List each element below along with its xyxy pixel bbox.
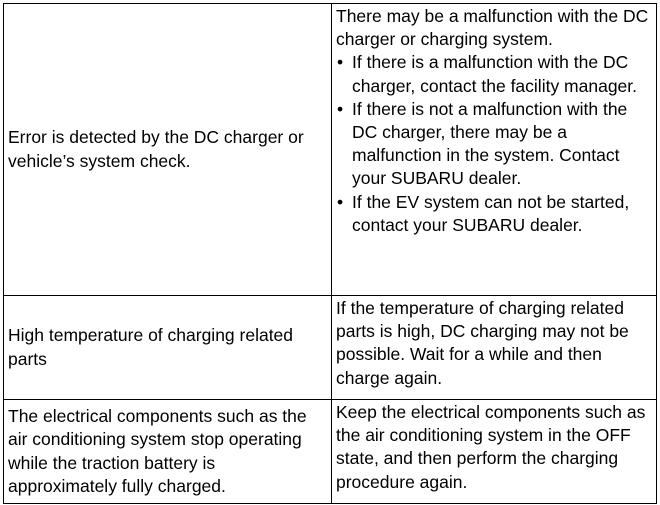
bullet-text: If the EV system can not be started, contact your SUBARU dealer.: [352, 191, 630, 235]
table-row: [4, 296, 657, 400]
table-row: [4, 400, 657, 504]
table-row: [4, 4, 657, 296]
bullet-icon: •: [337, 191, 344, 212]
bullet-icon: •: [337, 98, 344, 119]
action-cell: [332, 4, 657, 296]
cause-cell: Error is detected by the DC charger or vehicle’s system check.: [4, 4, 332, 296]
action-cell: If the temperature of charging related parts is high, DC charging may not be possible. Wait for a while and then charge again.: [332, 296, 657, 400]
bullet-text: If there is a malfunction with the DC charger, contact the facility manager.: [352, 52, 638, 96]
action-bullet-item: [336, 51, 653, 97]
cause-cell: High temperature of charging related parts: [4, 296, 332, 400]
action-bullet-item: [336, 98, 653, 191]
troubleshooting-table: [3, 3, 657, 504]
cause-cell: The electrical components such as the air conditioning system stop operating while the traction battery is approximately fully charged.: [4, 400, 332, 504]
action-cell: Keep the electrical components such as the air conditioning system in the OFF state, and then perform the charging procedure again.: [332, 400, 657, 504]
action-bullet-list: [336, 51, 653, 237]
bullet-icon: •: [337, 52, 344, 73]
action-bullet-item: [336, 191, 653, 237]
bullet-text: If there is not a malfunction with the DC charger, there may be a malfunction in the system. Contact your SUBARU dealer.: [352, 98, 628, 189]
action-intro: There may be a malfunction with the DC charger or charging system.: [336, 6, 649, 50]
